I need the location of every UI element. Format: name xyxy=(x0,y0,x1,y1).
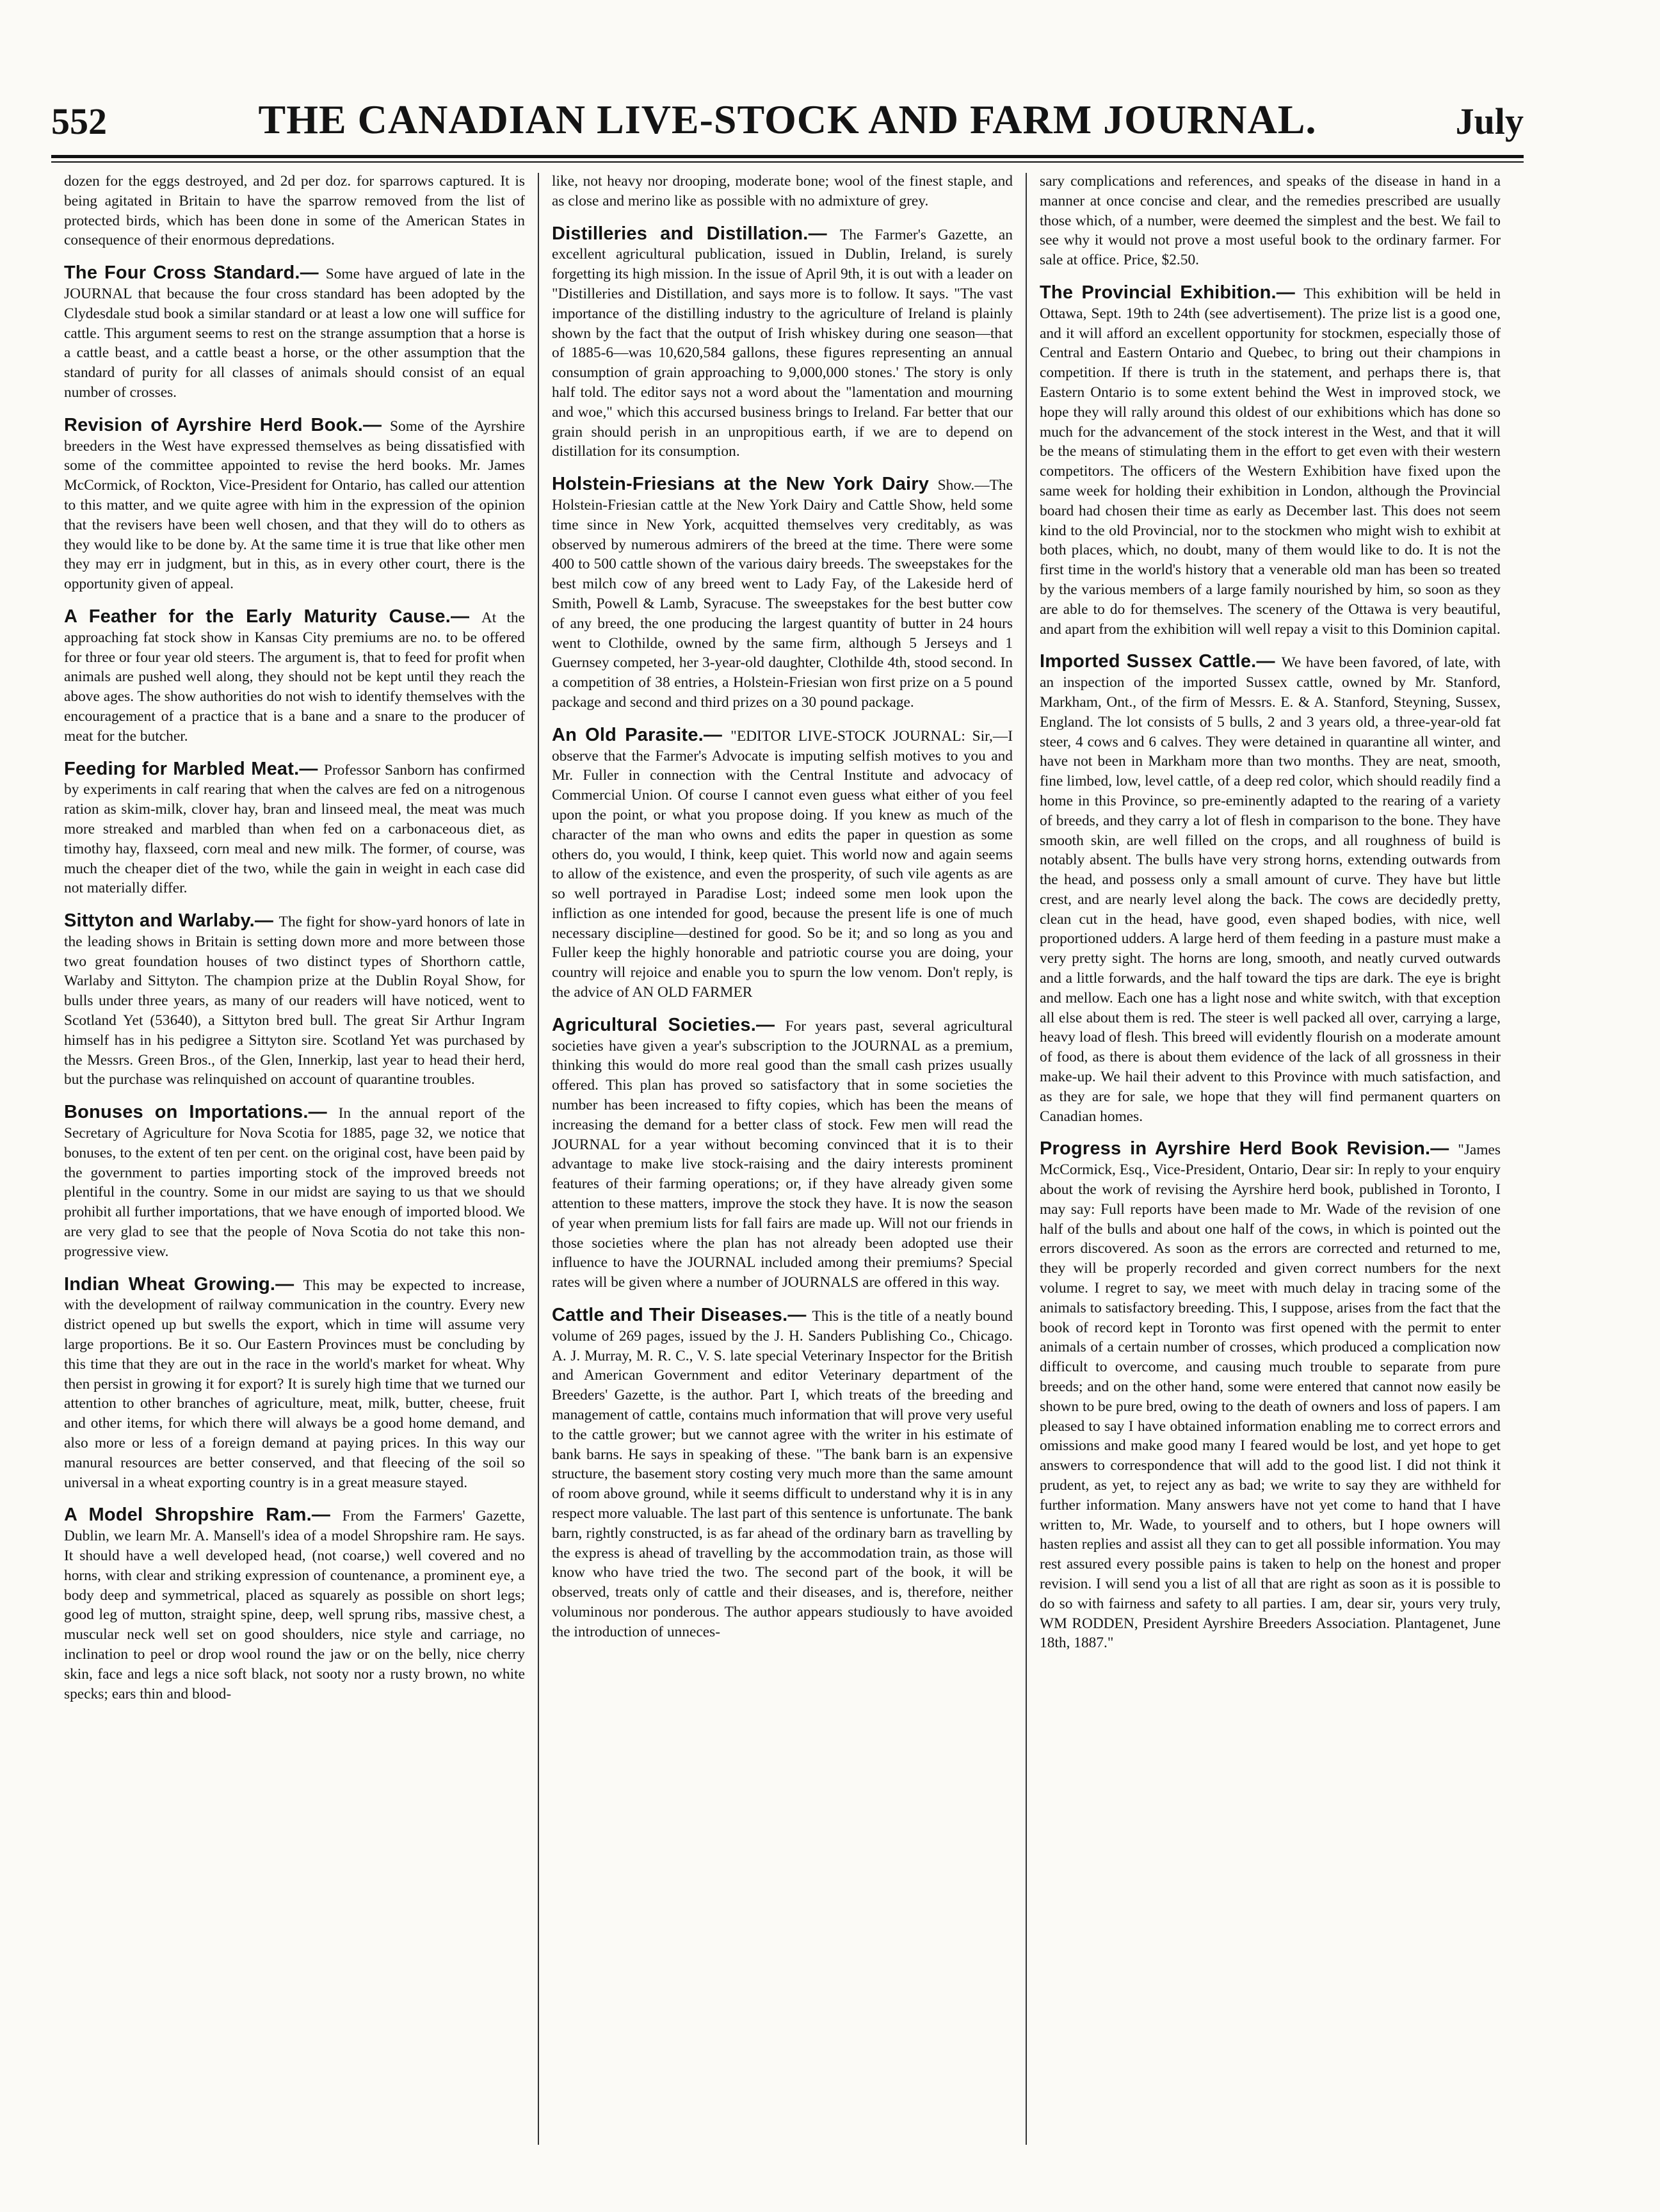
article-title: Imported Sussex Cattle.— xyxy=(1040,651,1275,672)
article-body: From the Farmers' Gazette, Dublin, we learn Mr. A. Mansell's idea of a model Shropshire ram. He says. It should have a well developed head, (not coarse,) well covered and no horns, with clear and striking expression of countenance, a prominent eye, a body deep and symmetrical, placed as squarely as possible on short legs; good leg of mutton, straight spine, deep, well sprung ribs, massive chest, a muscular neck well set on good shoulders, nice style and carriage, no inclination to peel or drop wool round the jaw or on the belly, nice cherry skin, face and legs a nice soft black, not sooty nor a rusty brown, no white specks; ears thin and blood- xyxy=(64,1508,525,1702)
article-title: A Feather for the Early Maturity Cause.— xyxy=(64,606,470,627)
article xyxy=(64,263,525,403)
article xyxy=(552,1015,1013,1293)
article-title: Indian Wheat Growing.— xyxy=(64,1273,294,1295)
article xyxy=(552,224,1013,462)
column-1 xyxy=(64,172,525,2156)
page-number: 552 xyxy=(51,101,107,142)
masthead-rule-thin xyxy=(51,161,1524,163)
article-title: Distilleries and Distillation.— xyxy=(552,223,827,244)
article xyxy=(552,725,1013,1003)
article-body: "James McCormick, Esq., Vice-President, Ontario, Dear sir: In reply to your enquiry about the work of revising the Ayrshire herd book, published in Toronto, I may say: Full reports have been made to Mr. Wade of the revision of one half of the bulls and about one half of the cows, in which is pointed out the errors discovered. As soon as the errors are corrected and returned to me, they will be properly recorded and given correct numbers for the next volume. I regret to say, we meet with much delay in tracing some of the animals to satisfactory breeding. This, I suppose, arises from the fact that the book of record kept in Toronto was first opened with the permit to enter animals of a certain number of crosses, which produced a complication now difficult to overcome, and causing much trouble to separate from pure breeds; and on the other hand, some were entered that cannot now easily be shown to be pure bred, owing to the death of owners and loss of papers. I am pleased to say I have obtained information enabling me to correct errors and omissions and make good many I feared would be lost, and yet hope to get answers to correspondence that will add to the good list. I did not think it prudent, as yet, to reject any as bad; we write to say they are withheld for further information. Many answers have not yet come to hand that I have written to, Mr. Wade, to yourself and to others, but I hope owners will hasten replies and assist all they can to get all possible information. You may rest assured every possible pains is taken to help on the honest and proper revision. I will send you a list of all that are right as soon as it is possible to do so with fairness and safety to all parties. I am, dear sir, yours very truly, WM RODDEN, President Ayrshire Breeders Association. Plantagenet, June 18th, 1887." xyxy=(1040,1142,1501,1652)
article-body: The fight for show-yard honors of late in the leading shows in Britain is setting down more and more between those two great foundation houses of two distinct types of Shorthorn cattle, Warlaby and Sittyton. The champion prize at the Dublin Royal Show, for bulls under three years, as many of our readers will have noticed, went to Scotland Yet (53640), a Sittyton bred bull. The great Sir Arthur Ingram himself has in his pedigree a Sittyton sire. Scotland Yet was purchased by the Messrs. Green Bros., of the Glen, Innerkip, last year to head their herd, but the purchase was relinquished on account of quarantine troubles. xyxy=(64,914,525,1088)
article-title: The Four Cross Standard.— xyxy=(64,262,319,284)
continued-text: like, not heavy nor drooping, moderate bone; wool of the finest staple, and as close and merino like as possible with no admixture of grey. xyxy=(552,173,1013,209)
article xyxy=(1040,283,1501,639)
article-title: A Model Shropshire Ram.— xyxy=(64,1505,331,1526)
article-title: Sittyton and Warlaby.— xyxy=(64,910,274,932)
article-body: This may be expected to increase, with the development of railway communication in the country. Every new district opened up but swells the export, which in time will assume very large proportions. Be it so. Our Eastern Provinces must be concluding by this time that they are out in the race in the world's market for wheat. Why then persist in growing it for export? It is surely high time that we turned our attention to other branches of agriculture, meat, milk, butter, cheese, fruit and other items, for which there will always be a good home demand, and also more or less of a foreign demand at paying prices. In this way our manural resources are better conserved, and that fleecing of the soil so universal in a wheat exporting country is in a great measure stayed. xyxy=(64,1277,525,1491)
article xyxy=(1040,1139,1501,1653)
masthead-rule xyxy=(51,155,1524,158)
article xyxy=(64,759,525,899)
article-title: Holstein-Friesians at the New York Dairy xyxy=(552,474,930,495)
article-body: This is the title of a neatly bound volume of 269 pages, issued by the J. H. Sanders Publishing Co., Chicago. A. J. Murray, M. R. C., V. S. late special Veterinary Inspector for the British and American Government and editor Veterinary department of the Breeders' Gazette, is the author. Part I, which treats of the breeding and management of cattle, contains much information that will prove very useful to the cattle grower; but we cannot agree with the writer in his estimate of bank barns. He says in speaking of these. "The bank barn is an expensive structure, the basement story costing very much more than the same amount of room above ground, while it seems difficult to understand why it is in any respect more valuable. The last part of this sentence is unfortunate. The bank barn, rightly constructed, is as far ahead of the ordinary barn as travelling by the express is ahead of travelling by the accommodation train, as those will know who have tried the two. The second part of the book, it will be observed, treats only of cattle and their diseases, and is, therefore, neither voluminous nor ponderous. The author appears studiously to have avoided the introduction of unneces- xyxy=(552,1308,1013,1640)
article xyxy=(64,911,525,1090)
article-title: Cattle and Their Diseases.— xyxy=(552,1305,807,1326)
article-body: Professor Sanborn has confirmed by experiments in calf rearing that when the calves are fed on a nitrogenous ration as skim-milk, clover hay, bran and linseed meal, the meat was much more streaked and marbled than when fed on a carbonaceous diet, as timothy hay, flaxseed, corn meal and new milk. The former, of course, was much the cheaper diet of the two, while the gain in weight in each case did not materially differ. xyxy=(64,761,525,897)
article-title: Progress in Ayrshire Herd Book Revision.— xyxy=(1040,1138,1449,1159)
article-body: Some of the Ayrshire breeders in the West have expressed themselves as being dissatisfied with some of the committee appointed to revise the herd books. Mr. James McCormick, of Rockton, Vice-President for Ontario, has called our attention to this matter, and we quite agree with him in the expression of the opinion that the revisers have been well chosen, and that they will do to others as they would like to be done by. At the same time it is true that like other men they may err in judgment, but in this, as in every other court, there is the opportunity given of appeal. xyxy=(64,417,525,593)
masthead xyxy=(51,96,1524,154)
article-title: Revision of Ayrshire Herd Book.— xyxy=(64,414,382,435)
article-title: An Old Parasite.— xyxy=(552,724,723,745)
article-body: Some have argued of late in the JOURNAL that because the four cross standard has been adopted by the Clydesdale stud book a similar standard or at least a low one will suffice for cattle. This argument seems to rest on the strange assumption that a horse is a cattle beast, and a cattle beast a horse, or the other assumption that the standard of purity for all classes of animals should consist of an equal number of crosses. xyxy=(64,266,525,401)
article-body: In the annual report of the Secretary of Agriculture for Nova Scotia for 1885, page 32, we notice that bonuses, to the extent of ten per cent. on the original cost, have been paid by the government to parties importing stock of the improved breeds not plentiful in the country. Some in our midst are saying to us that we should prohibit all further importations, that we have enough of imported blood. We are very glad to see that the people of Nova Scotia do not take this non-progressive view. xyxy=(64,1105,525,1260)
column-2 xyxy=(552,172,1013,2156)
article-title: Bonuses on Importations.— xyxy=(64,1102,327,1123)
article xyxy=(64,416,525,594)
article-body: At the approaching fat stock show in Kansas City premiums are no. to be offered for three or four year old steers. The argument is, that to feed for profit when animals are pushed well along, they should not be kept until they reach the above ages. The show authorities do not wish to identify themselves with the encouragement of a practice that is a bane and a snare to the producer of meat for the butcher. xyxy=(64,609,525,745)
article-body: The Farmer's Gazette, an excellent agricultural publication, issued in Dublin, Ireland, is surely forgetting its high mission. In the issue of April 9th, it is out with a leader on "Distilleries and Distillation, and says more is to follow. It says. "The vast importance of the distilling industry to the agriculture of Ireland is plainly shown by the fact that the output of Irish whiskey during one season—that of 1885-6—was 10,620,584 gallons, these figures representing an annual consumption of grain approaching to 9,000,000 stones.' The story is only half told. The editor says not a word about the "lamentation and mourning and woe," which this accursed business brings to Ireland. Far better that our grain should perish in an unpropitious earth, if we are to depend on distillation for its consumption. xyxy=(552,226,1013,460)
column-3 xyxy=(1040,172,1501,2156)
article-title: The Provincial Exhibition.— xyxy=(1040,282,1295,303)
continued-text: sary complications and references, and speaks of the disease in hand in a manner at once concise and clear, and the remedies prescribed are usually those which, of a number, were deemed the simplest and the best. We fail to see why it would not prove a most useful book to the ordinary farmer. For sale at office. Price, $2.50. xyxy=(1040,173,1501,269)
article xyxy=(64,607,525,747)
column-divider xyxy=(1026,173,1027,2145)
article xyxy=(64,1102,525,1261)
journal-title: THE CANADIAN LIVE-STOCK AND FARM JOURNAL. xyxy=(258,97,1317,142)
article-body: For years past, several agricultural societies have given a year's subscription to the JOURNAL as a premium, thinking this would do more real good than the small cash prizes usually offered. This plan has proved so satisfactory that in some societies the number has been increased to fifty copies, which has been the means of increasing the demand for a better class of stock. Few men will read the JOURNAL for a year without becoming convinced that it is to their advantage to make live stock-raising and the dairy interests prominent features of their farming operations; or, if they have already given some attention to these matters, improve the stock they have. It is now the season of year when premium lists for fall fairs are made up. Will not our friends in those societies where the plan has not already been adopted use their influence to have the JOURNAL included among their premiums? Special rates will be given where a number of JOURNALS are offered in this way. xyxy=(552,1017,1013,1291)
article-body: This exhibition will be held in Ottawa, Sept. 19th to 24th (see advertisement). The prize list is a good one, and it will afford an excellent opportunity for stockmen, especially those of Central and Eastern Ontario and Quebec, to bring out their champions in competition. If there is truth in the statement, and perhaps there is, that Eastern Ontario is to some extent behind the West in improved stock, we hope they will rally around this oldest of our exhibitions which has done so much for the advancement of the stock interest in the West, and that it will be the means of stimulating them in the effort to get even with their western competitors. The officers of the Western Exhibition have fixed upon the same week for holding their exhibition in London, although the Provincial board had chosen their time as early as December last. This does not seem kind to the old Provincial, nor to the stockmen who might wish to exhibit at both places, which, no doubt, many of them would like to do. It is not the first time in the world's history that a venerable old man has been so treated by the various members of a large family nourished by him, so soon as they are able to do for themselves. The scenery of the Ottawa is very beautiful, and apart from the exhibition will well repay a visit to this Dominion capital. xyxy=(1040,285,1501,638)
column-divider xyxy=(538,173,539,2145)
article-body: Show.—The Holstein-Friesian cattle at the New York Dairy and Cattle Show, held some time since in New York, acquitted themselves very creditably, as was observed by numerous admirers of the breed at the time. There were some 400 to 500 cattle shown of the various dairy breeds. The sweepstakes for the best milch cow of any breed went to Lady Fay, of the Lakeside herd of Smith, Powell & Lamb, Syracuse. The sweepstakes for the best butter cow of any breed, the one producing the largest quantity of butter in 24 hours went to Clothilde, owned by the same firm, although 5 Jerseys and 1 Guernsey competed, her 3-year-old daughter, Clothilde 4th, stood second. In a competition of 38 entries, a Holstein-Friesian won first prize on a 5 pound package and second and third prizes on a 30 pound package. xyxy=(552,477,1013,711)
article xyxy=(552,474,1013,713)
article xyxy=(552,1305,1013,1642)
article-body: We have been favored, of late, with an inspection of the imported Sussex cattle, owned by Mr. Stanford, Markham, Ont., of the firm of Messrs. E. & A. Stanford, Steyning, Sussex, England. The lot consists of 5 bulls, 2 and 3 years old, a three-year-old fat steer, 4 cows and 6 calves. They were detained in quarantine all winter, and have not been in Markham more than two months. They are neat, smooth, fine limbed, low, level cattle, of a deep red color, which should readily find a home in this Province, so pre-eminently adapted to the rearing of a variety of breeds, and they carry a lot of flesh in comparison to the bone. They have smooth skin, are well filled on the crops, and all roughness of build is notably absent. The bulls have very strong horns, extending outwards from the head, and possess only a small amount of curve. They have but little crest, and are nearly level along the back. The cows are decidedly pretty, clean cut in the head, have good, even shaped bodies, with nice, well proportioned udders. A large herd of them feeding in a pasture must make a very pretty sight. The horns are long, smooth, and neatly curved outwards and a little forwards, and the half toward the tips are dark. The eye is bright and mellow. Each one has a light nose and white switch, with that exception all else about them is red. The steer is well packed all over, carrying a large, heavy load of flesh. This breed will evidently flourish on a moderate amount of food, as there is about them evidence of the lack of all grossness in their make-up. We hail their advent to this Province with much satisfaction, and as they are for sale, we hope that they will find permanent quarters on Canadian homes. xyxy=(1040,654,1501,1125)
article xyxy=(64,1275,525,1493)
continued-text: dozen for the eggs destroyed, and 2d per doz. for sparrows captured. It is being agitated in Britain to have the sparrow removed from the list of protected birds, which has been done in some of the American States in consequence of their enormous depredations. xyxy=(64,173,525,249)
article-body: "EDITOR LIVE-STOCK JOURNAL: Sir,—I observe that the Farmer's Advocate is imputing selfish motives to you and Mr. Fuller in connection with the Central Institute and advocacy of Commercial Union. Of course I cannot even guess what either of you feel upon the point, or what you propose doing. If you knew as much of the character of the man who owns and edits the paper in question as some others do, you would, I think, keep quiet. This world now and again seems to allow of the existence, and even the prosperity, of such vile agents as are so well portrayed in Paradise Lost; indeed some men look upon the infliction as one intended for good, because the present life is one of much necessary discipline—destined for good. So be it; and so long as you and Fuller keep the highly honorable and patriotic course you are doing, your country will rejoice and enable you to spurn the low venom. Don't reply, is the advice of AN OLD FARMER xyxy=(552,727,1013,1001)
issue-month: July xyxy=(1455,101,1524,142)
article-title: Agricultural Societies.— xyxy=(552,1014,775,1035)
article xyxy=(64,1505,525,1704)
article xyxy=(1040,652,1501,1126)
article-title: Feeding for Marbled Meat.— xyxy=(64,758,318,779)
